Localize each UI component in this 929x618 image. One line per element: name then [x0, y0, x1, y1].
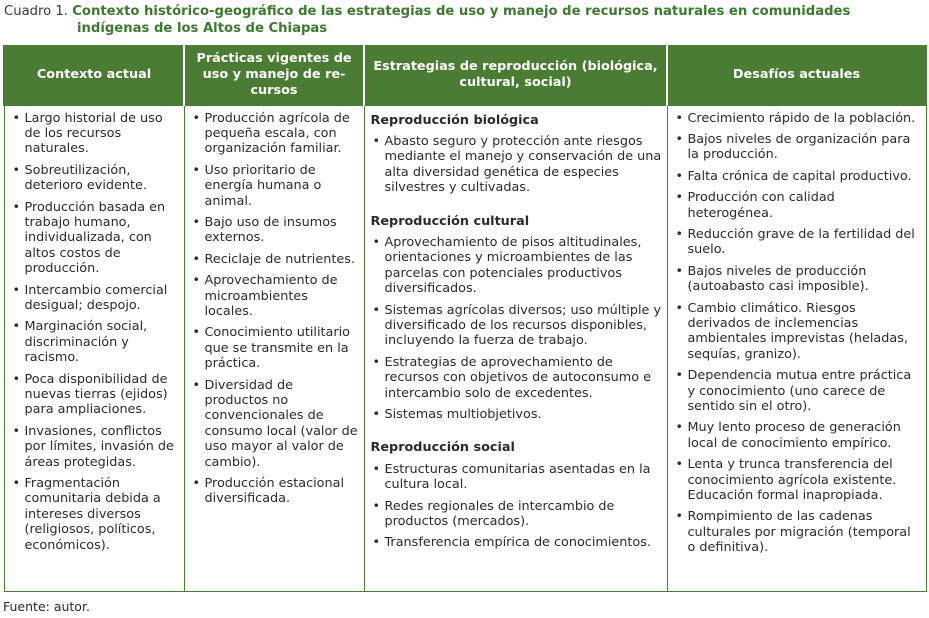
cell-contexto [4, 105, 184, 591]
list-item: • Producción con calidad heterogénea. [672, 190, 922, 221]
list-item: • Estructuras comunitarias asentadas en la cultura local. [369, 462, 663, 493]
caption-title-line1: Contexto histórico-geográfico de las estrategias de uso y manejo de recursos naturales en comunidades [72, 4, 851, 19]
list-item: • Intercambio comercial desigual; despojo. [9, 283, 180, 314]
cell-estrategias [364, 105, 667, 591]
header-practicas: Prácticas vigentes de uso y manejo de re-cursos [184, 45, 364, 105]
list-item: • Abasto seguro y protección ante riesgos mediante el manejo y conservación de una alta diversidad genética de especies silvestres y cultivadas. [369, 134, 663, 196]
section-title-cultural: Reproducción cultural [370, 213, 530, 229]
strategies-table [3, 45, 927, 592]
list-item: • Lenta y trunca transferencia del conocimiento agrícola existente. Educación formal inapropiada. [672, 457, 922, 503]
list-item: • Sistemas agrícolas diversos; uso múltiple y diversificado de los recursos disponibles, incluyendo la fuerza de trabajo. [369, 303, 663, 349]
caption-title-line2: indígenas de los Altos de Chiapas [77, 21, 328, 36]
list-item: • Poca disponibilidad de nuevas tierras (ejidos) para ampliaciones. [9, 372, 180, 418]
list-item: • Rompimiento de las cadenas culturales por migración (temporal o definitiva). [672, 509, 922, 555]
list-item: • Bajos niveles de organización para la producción. [672, 132, 922, 163]
cell-desafios [667, 105, 926, 591]
list-item: • Largo historial de uso de los recursos naturales. [9, 111, 180, 157]
list-item: • Estrategias de aprovechamiento de recursos con objetivos de autoconsumo e intercambio solo de excedentes. [369, 355, 663, 401]
list-item: • Muy lento proceso de generación local de conocimiento empírico. [672, 420, 922, 451]
content-row [4, 105, 926, 591]
list-item: • Transferencia empírica de conocimientos. [369, 535, 663, 550]
list-item: • Reducción grave de la fertilidad del suelo. [672, 227, 922, 258]
header-contexto: Contexto actual [4, 45, 184, 105]
list-item: • Uso prioritario de energía humana o animal. [189, 163, 360, 209]
list-item: • Producción basada en trabajo humano, individualizada, con altos costos de producción. [9, 200, 180, 277]
list-item: • Falta crónica de capital productivo. [672, 169, 922, 184]
list-biologica [369, 134, 663, 196]
section-title-biologica: Reproducción biológica [370, 112, 539, 128]
list-item: • Diversidad de productos no convencionales de consumo local (valor de uso mayor al valor de cambio). [189, 378, 360, 470]
list-cultural [369, 235, 663, 422]
list-item: • Fragmentación comunitaria debida a intereses diversos (religiosos, políticos, económicos). [9, 476, 180, 553]
list-social [369, 462, 663, 551]
header-row [4, 45, 926, 105]
source-note: Fuente: autor. [3, 599, 90, 614]
list-item: • Producción agrícola de pequeña escala, con organización familiar. [189, 111, 360, 157]
list-item: • Redes regionales de intercambio de productos (mercados). [369, 499, 663, 530]
header-estrategias: Estrategias de reproducción (biológica, cultural, social) [364, 45, 667, 105]
list-item: • Invasiones, conflictos por límites, invasión de áreas protegidas. [9, 424, 180, 470]
table-caption [4, 3, 924, 37]
cell-practicas [184, 105, 364, 591]
list-item: • Reciclaje de nutrientes. [189, 252, 360, 267]
list-desafios [672, 111, 922, 556]
list-item: • Marginación social, discriminación y racismo. [9, 319, 180, 365]
list-item: • Dependencia mutua entre práctica y conocimiento (uno carece de sentido sin el otro). [672, 368, 922, 414]
list-item: • Cambio climático. Riesgos derivados de inclemencias ambientales imprevistas (heladas, sequías, granizo). [672, 301, 922, 363]
list-item: • Sobreutilización, deterioro evidente. [9, 163, 180, 194]
list-contexto [9, 111, 180, 554]
list-item: • Conocimiento utilitario que se transmite en la práctica. [189, 325, 360, 371]
list-practicas [189, 111, 360, 507]
caption-prefix: Cuadro 1. [4, 4, 68, 19]
list-item: • Sistemas multiobjetivos. [369, 407, 663, 422]
list-item: • Aprovechamiento de microambientes locales. [189, 273, 360, 319]
list-item: • Producción estacional diversificada. [189, 476, 360, 507]
list-item: • Aprovechamiento de pisos altitudinales, orientaciones y microambientes de las parcelas con potenciales productivos diversificados. [369, 235, 663, 297]
header-desafios: Desafíos actuales [667, 45, 926, 105]
section-title-social: Reproducción social [370, 440, 515, 456]
list-item: • Bajo uso de insumos externos. [189, 215, 360, 246]
list-item: • Crecimiento rápido de la población. [672, 111, 922, 126]
list-item: • Bajos niveles de producción (autoabasto casi imposible). [672, 264, 922, 295]
